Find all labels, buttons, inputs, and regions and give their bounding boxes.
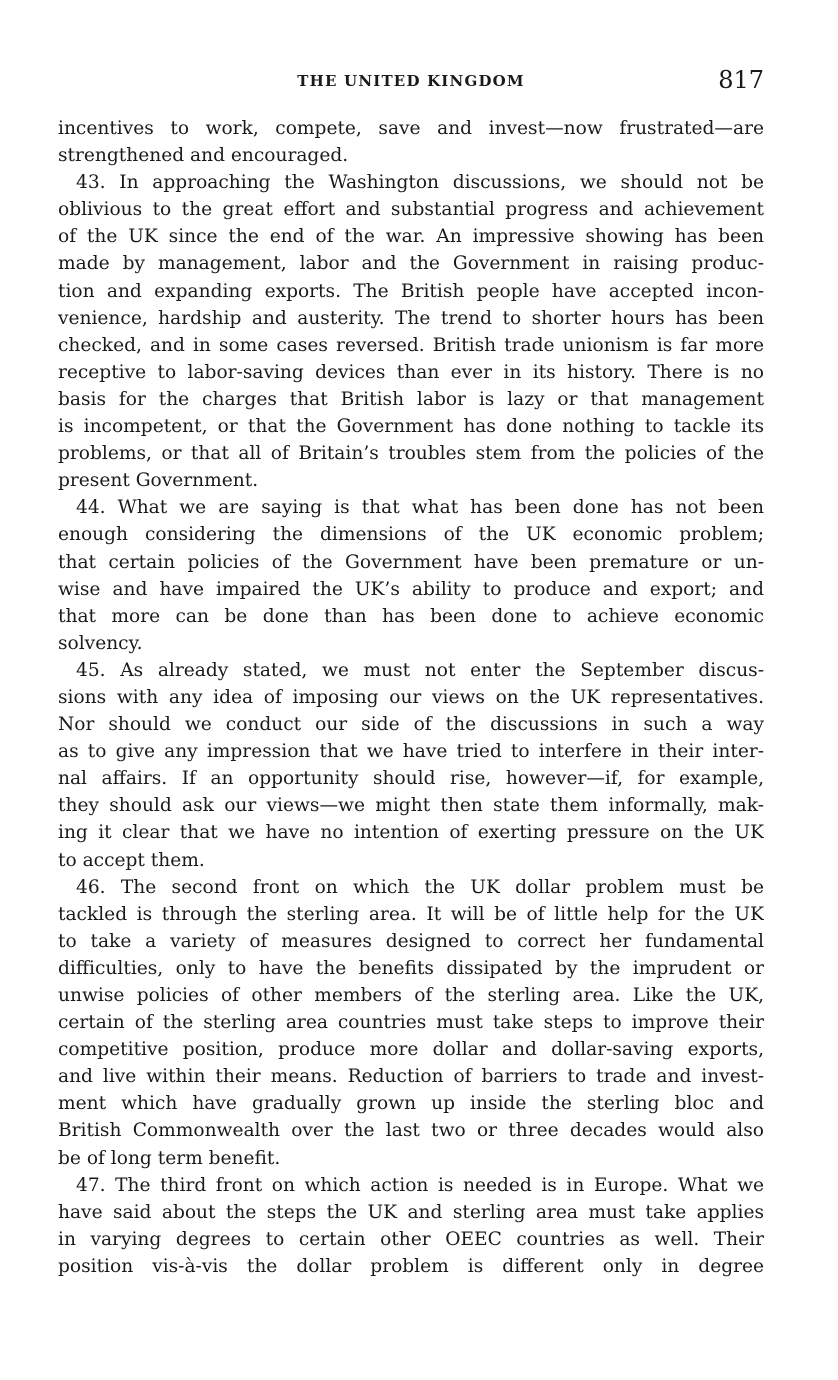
text-line: 46. The second front on which the UK dollar problem must be [76,876,764,898]
text-line: ing it clear that we have no intention of exerting pressure on the UK [58,822,764,844]
text-line: problems, or that all of Britain’s troubles stem from the policies of the [58,443,764,465]
text-line: certain of the sterling area countries must take steps to improve their [58,1012,764,1034]
text-line: difficulties, only to have the benefits dissipated by the imprudent or [58,957,764,979]
text-line: ment which have gradually grown up inside the sterling bloc and [58,1093,764,1115]
text-line: unwise policies of other members of the sterling area. Like the UK, [58,985,764,1006]
text-line: in varying degrees to certain other OEEC countries as well. Their [58,1228,764,1250]
body-text [58,115,764,1280]
text-line: position vis-à-vis the dollar problem is different only in degree [58,1255,764,1277]
text-line: oblivious to the great effort and substantial progress and achievement [58,199,764,221]
text-line: as to give any impression that we have tried to interfere in their inter- [58,741,764,763]
text-line: incentives to work, compete, save and invest—now frustrated—are [58,118,764,139]
running-head [58,66,764,98]
text-line: is incompetent, or that the Government has done nothing to tackle its [58,416,764,438]
text-line: checked, and in some cases reversed. British trade unionism is far more [58,334,764,356]
text-line: strengthened and encouraged. [58,145,349,167]
text-line: that certain policies of the Government have been premature or un- [58,551,764,573]
text-line: to take a variety of measures designed to correct her fundamental [58,930,764,952]
text-line: they should ask our views—we might then state them informally, mak- [58,795,764,817]
text-line: Nor should we conduct our side of the discussions in such a way [58,714,764,736]
text-line: made by management, labor and the Government in raising produc- [58,253,764,275]
text-line: and live within their means. Reduction of barriers to trade and invest- [58,1066,764,1088]
text-line: be of long term benefit. [58,1147,281,1169]
text-line: venience, hardship and austerity. The trend to shorter hours has been [58,307,764,329]
text-line: have said about the steps the UK and sterling area must take applies [58,1201,764,1223]
text-line: of the UK since the end of the war. An impressive showing has been [58,226,764,248]
text-line: basis for the charges that British labor is lazy or that management [58,388,764,410]
text-line: sions with any idea of imposing our views on the UK representatives. [58,686,764,708]
text-line: British Commonwealth over the last two or three decades would also [58,1120,764,1142]
text-line: wise and have impaired the UK’s ability to produce and export; and [58,578,764,600]
text-line: enough considering the dimensions of the UK economic problem; [58,524,764,546]
text-line: to accept them. [58,849,205,871]
text-line: nal affairs. If an opportunity should rise, however—if, for example, [58,768,764,790]
text-line: 44. What we are saying is that what has been done has not been [76,497,764,519]
text-line: tion and expanding exports. The British people have accepted incon- [58,280,764,302]
text-line: 47. The third front on which action is needed is in Europe. What we [76,1174,764,1196]
page-number: 817 [718,66,764,94]
running-title: THE UNITED KINGDOM [297,72,525,90]
text-line: 45. As already stated, we must not enter the September discus- [76,659,764,681]
text-line: present Government. [58,470,259,492]
text-line: solvency. [58,632,143,654]
text-line: that more can be done than has been done to achieve economic [58,605,764,627]
text-line: 43. In approaching the Washington discussions, we should not be [76,172,764,194]
text-line: competitive position, produce more dollar and dollar-saving exports, [58,1039,764,1061]
text-line: tackled is through the sterling area. It will be of little help for the UK [58,903,764,925]
text-line: receptive to labor-saving devices than ever in its history. There is no [58,361,764,383]
